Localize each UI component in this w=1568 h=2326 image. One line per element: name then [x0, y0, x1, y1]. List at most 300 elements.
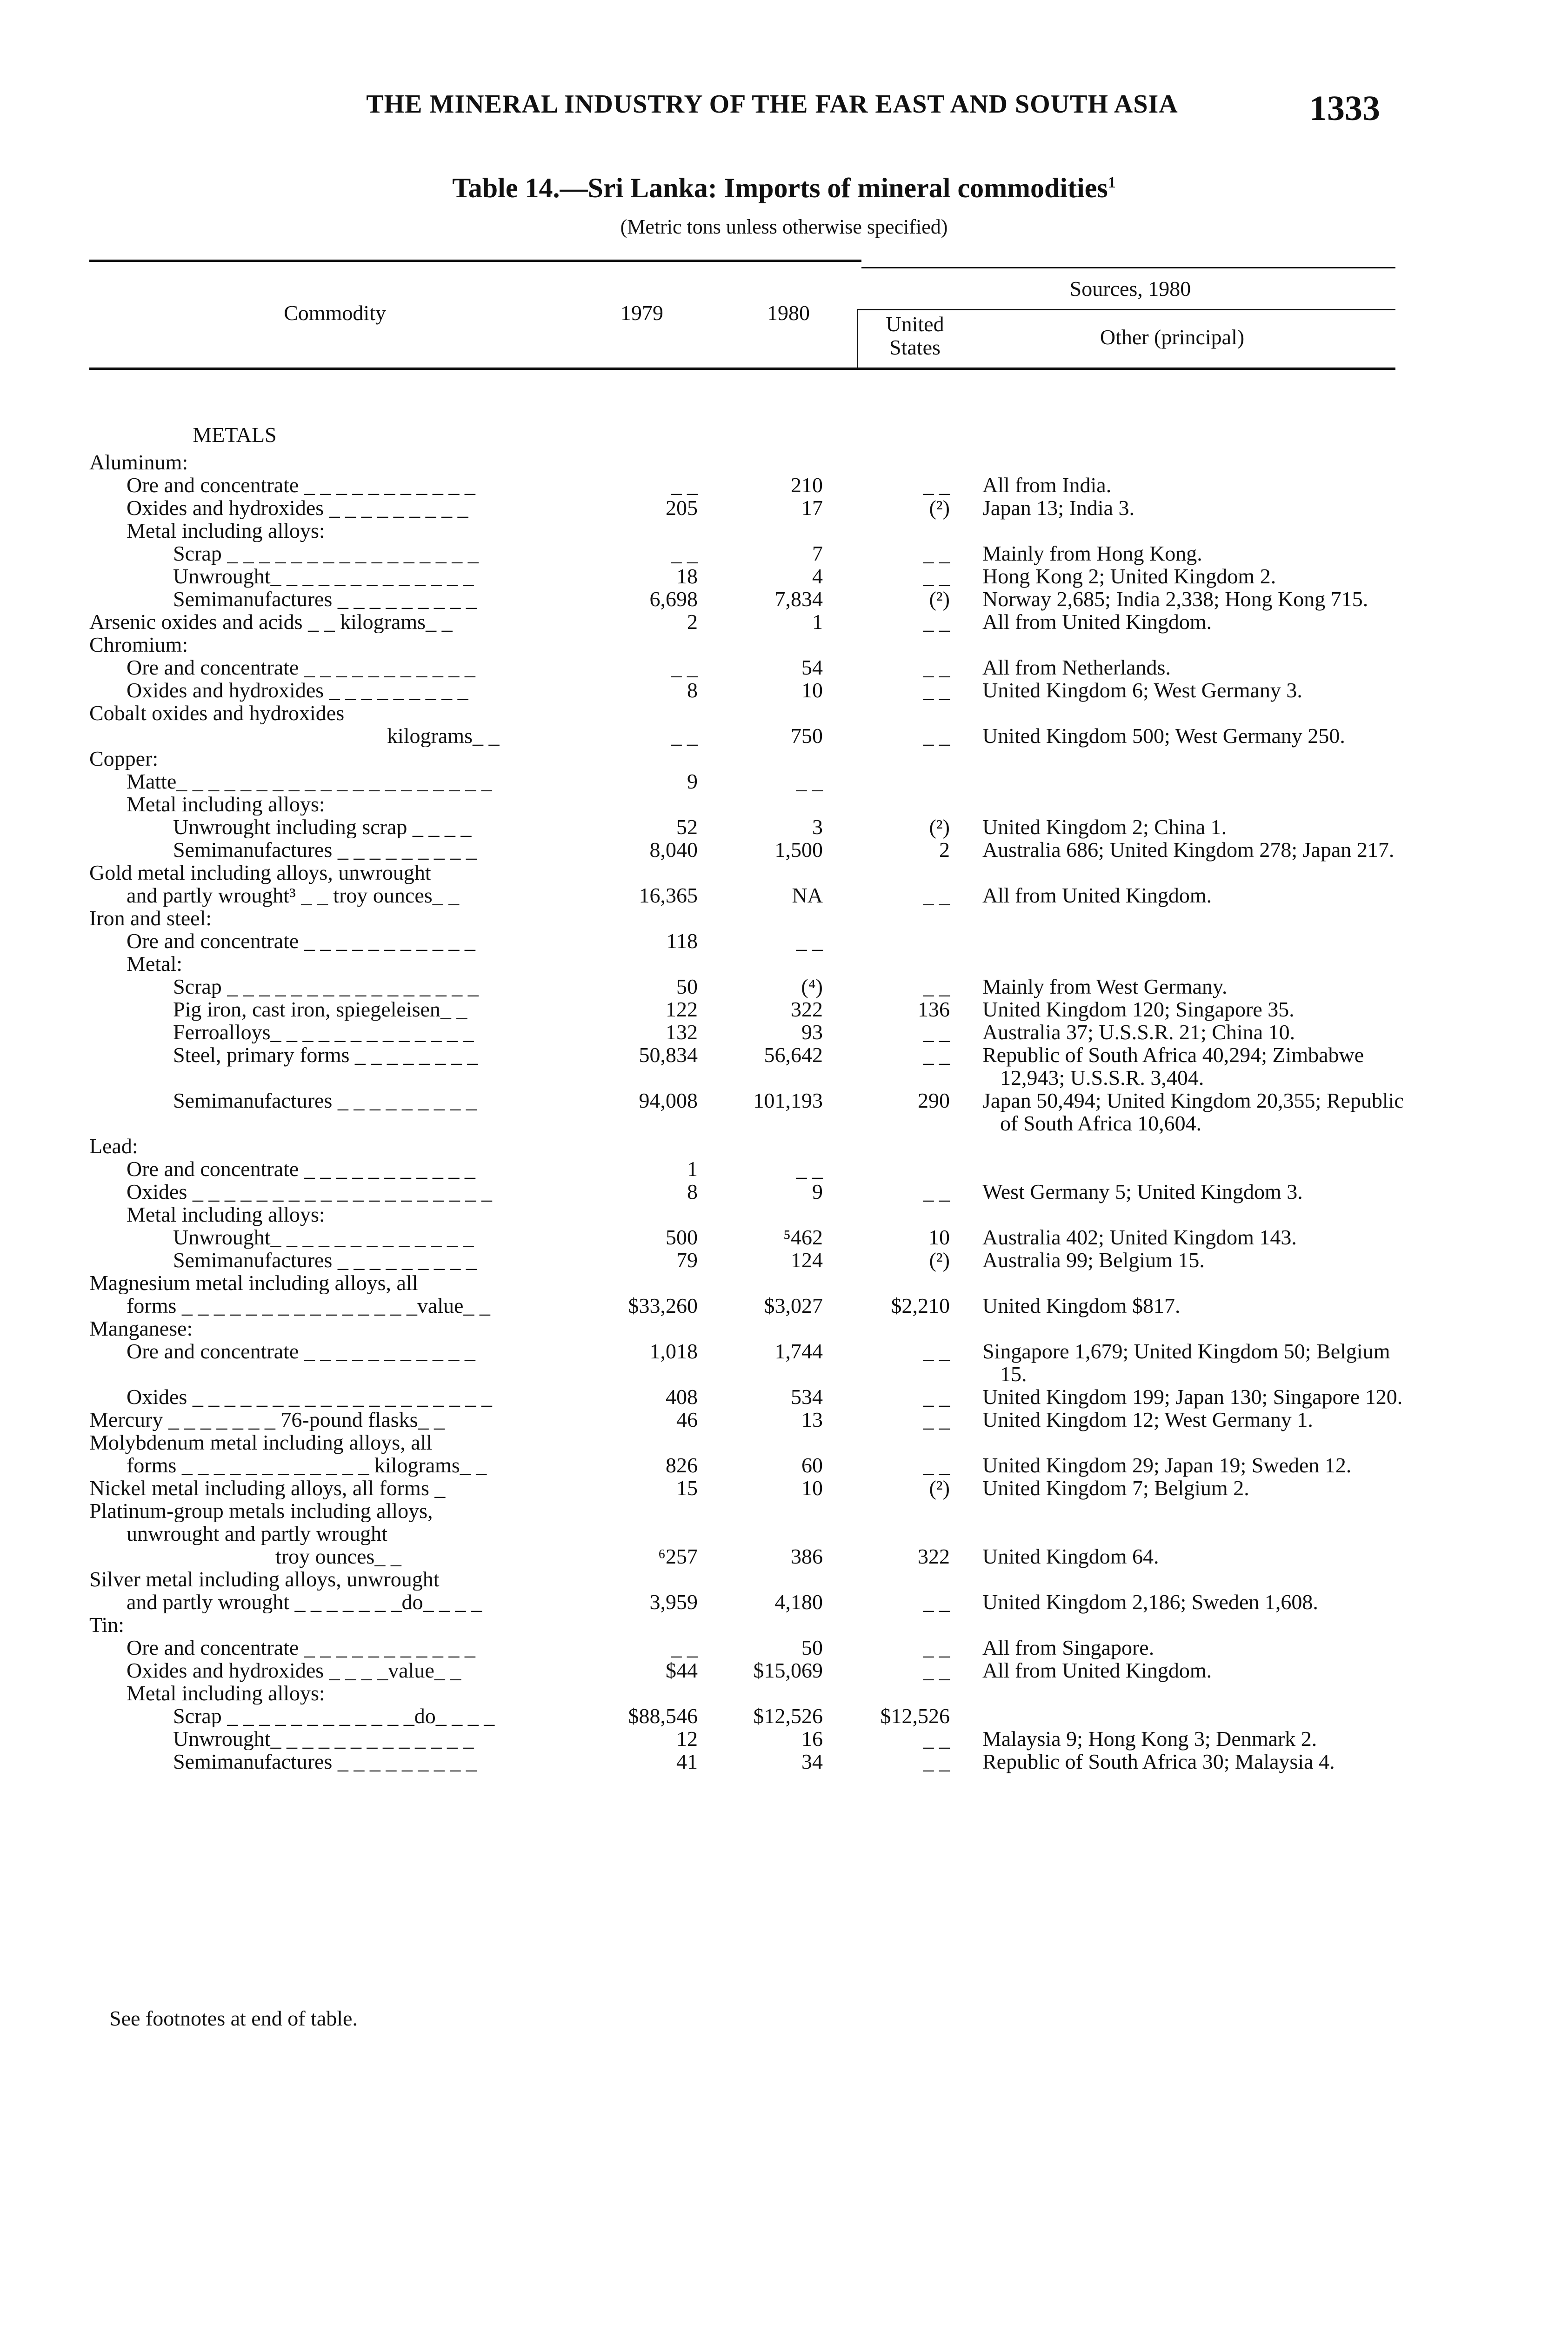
value-1980-cell: _ _ — [796, 1157, 823, 1181]
other-sources-text: Republic of South Africa 30; Malaysia 4. — [982, 1750, 1335, 1773]
commodity-cell: Ore and concentrate _ _ _ _ _ _ _ _ _ _ _ — [127, 1157, 475, 1180]
value-1979-cell: 826 — [666, 1453, 698, 1477]
commodity-cell: Semimanufactures _ _ _ _ _ _ _ _ _ — [173, 1089, 477, 1112]
other-sources-text: Mainly from Hong Kong. — [982, 541, 1202, 565]
table-title-text: Table 14.—Sri Lanka: Imports of mineral commodities — [452, 173, 1108, 203]
table-row — [89, 679, 1406, 702]
table-row — [89, 519, 1406, 542]
imports-table — [89, 391, 1406, 1773]
section-row — [89, 391, 1406, 451]
commodity-cell: Aluminum: — [89, 451, 188, 474]
commodity-cell: Oxides and hydroxides _ _ _ _ _ _ _ _ _ — [127, 496, 468, 519]
other-sources-text: Australia 99; Belgium 15. — [982, 1248, 1205, 1272]
value-1979-cell: $33,260 — [628, 1294, 698, 1317]
value-1979-cell: 122 — [666, 997, 698, 1021]
value-1979-cell: $44 — [666, 1658, 698, 1682]
other-sources-cell — [982, 1043, 1406, 1089]
value-1979-cell: _ _ — [671, 655, 698, 679]
united-states-cell: _ _ — [923, 564, 950, 588]
value-1980-cell — [703, 1499, 850, 1522]
table-row — [89, 1682, 1406, 1704]
table-row — [89, 724, 1406, 747]
value-1979-cell: $88,546 — [628, 1704, 698, 1728]
other-sources-cell — [982, 1089, 1406, 1135]
united-states-cell: $12,526 — [880, 1704, 950, 1728]
table-row — [89, 929, 1406, 952]
united-states-cell: 322 — [918, 1544, 950, 1568]
table-row — [89, 1180, 1406, 1203]
top-rule-right — [861, 267, 1395, 268]
other-sources-text: United Kingdom 12; West Germany 1. — [982, 1408, 1313, 1431]
commodity-cell: Semimanufactures _ _ _ _ _ _ _ _ _ — [173, 1750, 477, 1773]
table-row — [89, 1522, 1406, 1545]
header-commodity: Commodity — [284, 301, 386, 325]
other-sources-cell — [982, 1568, 1406, 1591]
commodity-cell: Silver metal including alloys, unwrought — [89, 1568, 440, 1591]
other-sources-cell — [982, 1271, 1406, 1294]
table-row — [89, 1294, 1406, 1317]
table-row — [89, 1226, 1406, 1249]
united-states-cell: 2 — [939, 838, 950, 862]
table-row — [89, 496, 1406, 519]
table-row — [89, 1317, 1406, 1340]
sources-rule — [857, 309, 1395, 310]
table-row — [89, 1613, 1406, 1636]
table-row — [89, 1157, 1406, 1180]
value-1979-cell — [557, 1135, 703, 1157]
united-states-cell: (²) — [929, 1476, 950, 1500]
united-states-cell — [850, 1431, 982, 1454]
other-sources-cell — [982, 1704, 1406, 1727]
value-1979-cell: 1,018 — [649, 1339, 698, 1363]
value-1980-cell: _ _ — [796, 769, 823, 793]
value-1980-cell: $12,526 — [753, 1704, 823, 1728]
united-states-cell: _ _ — [923, 678, 950, 702]
united-states-cell — [850, 1203, 982, 1226]
value-1979-cell: 50 — [676, 975, 698, 998]
united-states-cell — [850, 929, 982, 952]
united-states-cell — [850, 952, 982, 975]
value-1979-cell: 205 — [666, 496, 698, 520]
value-1980-cell — [703, 1203, 850, 1226]
commodity-cell: Magnesium metal including alloys, all — [89, 1271, 418, 1294]
table-row — [89, 793, 1406, 815]
value-1979-cell — [557, 519, 703, 542]
commodity-cell: Unwrought_ _ _ _ _ _ _ _ _ _ _ _ _ — [173, 565, 474, 588]
value-1979-cell — [557, 747, 703, 770]
other-sources-cell — [982, 588, 1406, 610]
other-sources-cell — [982, 1408, 1406, 1431]
value-1979-cell: ⁶257 — [658, 1544, 698, 1568]
commodity-cell: Metal including alloys: — [127, 793, 325, 815]
other-sources-text: Malaysia 9; Hong Kong 3; Denmark 2. — [982, 1727, 1317, 1751]
value-1980-cell: 34 — [801, 1750, 823, 1773]
united-states-cell: _ _ — [923, 1385, 950, 1409]
table-row — [89, 702, 1406, 724]
table-row — [89, 975, 1406, 998]
footnote-see-end: See footnotes at end of table. — [109, 2006, 358, 2030]
commodity-cell: Cobalt oxides and hydroxides — [89, 702, 345, 724]
other-sources-text: All from United Kingdom. — [982, 610, 1212, 634]
table-row — [89, 884, 1406, 907]
commodity-cell: Platinum-group metals including alloys, — [89, 1499, 433, 1522]
other-sources-text: All from Singapore. — [982, 1636, 1154, 1659]
other-sources-cell — [982, 1591, 1406, 1613]
other-sources-cell — [982, 1226, 1406, 1249]
table-row — [89, 1021, 1406, 1043]
value-1980-cell: 534 — [791, 1385, 823, 1409]
value-1979-cell: 52 — [676, 815, 698, 839]
other-sources-text: United Kingdom 500; West Germany 250. — [982, 724, 1345, 748]
other-sources-cell — [982, 1727, 1406, 1750]
value-1979-cell — [557, 1431, 703, 1454]
other-sources-text: Australia 686; United Kingdom 278; Japan 217. — [982, 838, 1395, 862]
table-row — [89, 1089, 1406, 1135]
other-sources-cell — [982, 565, 1406, 588]
united-states-cell — [850, 770, 982, 793]
value-1979-cell — [557, 1203, 703, 1226]
commodity-cell: Steel, primary forms _ _ _ _ _ _ _ _ — [173, 1043, 478, 1067]
other-sources-text: West Germany 5; United Kingdom 3. — [982, 1180, 1303, 1203]
table-row — [89, 1043, 1406, 1089]
other-sources-cell — [982, 770, 1406, 793]
united-states-cell: 136 — [918, 997, 950, 1021]
value-1980-cell: ⁵462 — [783, 1225, 823, 1249]
value-1980-cell: 93 — [801, 1020, 823, 1044]
value-1979-cell — [557, 1271, 703, 1294]
value-1979-cell — [557, 861, 703, 884]
commodity-cell: Metal: — [127, 952, 183, 975]
united-states-cell — [850, 633, 982, 656]
other-sources-cell — [982, 679, 1406, 702]
table-row — [89, 542, 1406, 565]
value-1980-cell: 101,193 — [753, 1089, 823, 1112]
table-row — [89, 588, 1406, 610]
value-1979-cell — [557, 1317, 703, 1340]
commodity-cell: Scrap _ _ _ _ _ _ _ _ _ _ _ _ _ _ _ _ — [173, 542, 479, 565]
commodity-cell: Metal including alloys: — [127, 1203, 325, 1226]
other-sources-cell — [982, 1135, 1406, 1157]
commodity-cell: Ore and concentrate _ _ _ _ _ _ _ _ _ _ _ — [127, 1340, 475, 1363]
value-1979-cell: 2 — [687, 610, 698, 634]
other-sources-text: All from India. — [982, 473, 1112, 497]
other-sources-cell — [982, 542, 1406, 565]
commodity-cell: Manganese: — [89, 1317, 193, 1340]
value-1980-cell: (⁴) — [801, 975, 823, 998]
table-row — [89, 656, 1406, 679]
table-row — [89, 952, 1406, 975]
value-1979-cell: 16,365 — [639, 883, 698, 907]
value-1979-cell: 118 — [666, 929, 698, 953]
table-row — [89, 1659, 1406, 1682]
other-sources-cell — [982, 474, 1406, 496]
table-row — [89, 1408, 1406, 1431]
value-1979-cell — [557, 633, 703, 656]
page-number: 1333 — [1309, 89, 1380, 128]
value-1979-cell: _ _ — [671, 724, 698, 748]
value-1980-cell: 56,642 — [764, 1043, 823, 1067]
other-sources-text: United Kingdom $817. — [982, 1294, 1181, 1317]
value-1980-cell: 386 — [791, 1544, 823, 1568]
value-1980-cell: 16 — [801, 1727, 823, 1751]
table-row — [89, 1271, 1406, 1294]
united-states-cell — [850, 1157, 982, 1180]
commodity-cell: Nickel metal including alloys, all forms _ — [89, 1477, 446, 1499]
value-1980-cell: NA — [792, 883, 823, 907]
value-1980-cell: 4 — [812, 564, 823, 588]
united-states-cell: _ _ — [923, 1453, 950, 1477]
value-1979-cell: 41 — [676, 1750, 698, 1773]
commodity-cell: Ferroalloys_ _ _ _ _ _ _ _ _ _ _ _ _ — [173, 1021, 474, 1043]
other-sources-cell — [982, 1431, 1406, 1454]
united-states-cell — [850, 1613, 982, 1636]
other-sources-cell — [982, 656, 1406, 679]
value-1979-cell: 94,008 — [639, 1089, 698, 1112]
commodity-cell: Unwrought_ _ _ _ _ _ _ _ _ _ _ _ _ — [173, 1226, 474, 1249]
other-sources-cell — [982, 861, 1406, 884]
united-states-cell — [850, 1522, 982, 1545]
value-1979-cell: 9 — [687, 769, 698, 793]
other-sources-cell — [982, 1499, 1406, 1522]
value-1980-cell — [703, 1522, 850, 1545]
other-sources-cell — [982, 1659, 1406, 1682]
commodity-cell: Tin: — [89, 1613, 125, 1636]
value-1980-cell: 17 — [801, 496, 823, 520]
united-states-cell: _ _ — [923, 1339, 950, 1363]
other-sources-cell — [982, 1157, 1406, 1180]
value-1980-cell: $15,069 — [753, 1658, 823, 1682]
value-1980-cell — [703, 1135, 850, 1157]
value-1979-cell: 15 — [676, 1476, 698, 1500]
table-row — [89, 1454, 1406, 1477]
commodity-cell: and partly wrought³ _ _ troy ounces_ _ — [127, 884, 460, 907]
table-row — [89, 815, 1406, 838]
other-sources-cell — [982, 1750, 1406, 1773]
commodity-cell: Semimanufactures _ _ _ _ _ _ _ _ _ — [173, 1249, 477, 1271]
commodity-cell: Unwrought including scrap _ _ _ _ — [173, 815, 472, 838]
other-sources-cell — [982, 1249, 1406, 1271]
header-1980: 1980 — [767, 301, 810, 325]
commodity-cell: unwrought and partly wrought — [127, 1522, 387, 1545]
united-states-cell — [850, 1317, 982, 1340]
united-states-cell: _ _ — [923, 1636, 950, 1659]
table-row — [89, 907, 1406, 929]
commodity-cell: forms _ _ _ _ _ _ _ _ _ _ _ _ _ _ _value_ _ — [127, 1294, 490, 1317]
table-row — [89, 1545, 1406, 1568]
other-sources-cell — [982, 1203, 1406, 1226]
other-sources-cell — [982, 1021, 1406, 1043]
value-1980-cell — [703, 1613, 850, 1636]
table-row — [89, 747, 1406, 770]
table-row — [89, 770, 1406, 793]
value-1980-cell: 1 — [812, 610, 823, 634]
commodity-cell: Iron and steel: — [89, 907, 212, 929]
value-1980-cell: 9 — [812, 1180, 823, 1203]
other-sources-cell — [982, 1545, 1406, 1568]
value-1980-cell — [703, 1431, 850, 1454]
value-1979-cell: 500 — [666, 1225, 698, 1249]
commodity-cell: Lead: — [89, 1135, 138, 1157]
united-states-cell: (²) — [929, 587, 950, 611]
other-sources-cell — [982, 1636, 1406, 1659]
united-states-cell: 290 — [918, 1089, 950, 1112]
other-sources-text: United Kingdom 120; Singapore 35. — [982, 997, 1294, 1021]
commodity-cell: Ore and concentrate _ _ _ _ _ _ _ _ _ _ _ — [127, 1636, 475, 1659]
united-states-cell: _ _ — [923, 655, 950, 679]
table-row — [89, 474, 1406, 496]
united-states-cell: (²) — [929, 496, 950, 520]
other-sources-cell — [982, 1522, 1406, 1545]
other-sources-cell — [982, 724, 1406, 747]
commodity-cell: Metal including alloys: — [127, 519, 325, 542]
value-1980-cell — [703, 519, 850, 542]
commodity-cell: Gold metal including alloys, unwrought — [89, 861, 431, 884]
value-1980-cell — [703, 793, 850, 815]
value-1980-cell: 13 — [801, 1408, 823, 1431]
running-header: THE MINERAL INDUSTRY OF THE FAR EAST AND SOUTH ASIA — [366, 90, 1178, 119]
value-1979-cell: 46 — [676, 1408, 698, 1431]
value-1979-cell: 408 — [666, 1385, 698, 1409]
table-row — [89, 1750, 1406, 1773]
table-row — [89, 633, 1406, 656]
united-states-cell: (²) — [929, 1248, 950, 1272]
other-sources-cell — [982, 1340, 1406, 1385]
table-row — [89, 1591, 1406, 1613]
value-1979-cell — [557, 702, 703, 724]
other-sources-cell — [982, 451, 1406, 474]
value-1979-cell: 79 — [676, 1248, 698, 1272]
commodity-cell: and partly wrought _ _ _ _ _ _ _do_ _ _ _ — [127, 1591, 482, 1613]
value-1979-cell — [557, 952, 703, 975]
united-states-cell: _ _ — [923, 1658, 950, 1682]
table-row — [89, 1499, 1406, 1522]
table-row — [89, 610, 1406, 633]
header-1979: 1979 — [621, 301, 663, 325]
united-states-cell: _ _ — [923, 1020, 950, 1044]
table-row — [89, 1568, 1406, 1591]
commodity-cell: kilograms_ _ — [387, 724, 500, 747]
value-1980-cell — [703, 952, 850, 975]
united-states-cell: _ _ — [923, 883, 950, 907]
table-row — [89, 1704, 1406, 1727]
united-states-cell: 10 — [928, 1225, 950, 1249]
value-1980-cell — [703, 451, 850, 474]
table-row — [89, 838, 1406, 861]
united-states-cell: _ _ — [923, 1750, 950, 1773]
commodity-cell: Oxides and hydroxides _ _ _ _value_ _ — [127, 1659, 461, 1682]
commodity-cell: Ore and concentrate _ _ _ _ _ _ _ _ _ _ _ — [127, 929, 475, 952]
united-states-cell: _ _ — [923, 473, 950, 497]
value-1980-cell: 60 — [801, 1453, 823, 1477]
table-row — [89, 1249, 1406, 1271]
value-1980-cell — [703, 861, 850, 884]
value-1979-cell: 8 — [687, 678, 698, 702]
value-1979-cell — [557, 793, 703, 815]
value-1979-cell: 18 — [676, 564, 698, 588]
commodity-cell: Molybdenum metal including alloys, all — [89, 1431, 433, 1454]
value-1979-cell: 12 — [676, 1727, 698, 1751]
value-1980-cell — [703, 1682, 850, 1704]
table-row — [89, 861, 1406, 884]
value-1980-cell: 50 — [801, 1636, 823, 1659]
united-states-cell: $2,210 — [891, 1294, 950, 1317]
other-sources-cell — [982, 633, 1406, 656]
united-states-cell — [850, 451, 982, 474]
value-1979-cell: 132 — [666, 1020, 698, 1044]
commodity-cell: Scrap _ _ _ _ _ _ _ _ _ _ _ _do_ _ _ _ — [173, 1704, 495, 1727]
commodity-cell: Unwrought_ _ _ _ _ _ _ _ _ _ _ _ _ — [173, 1727, 474, 1750]
united-states-cell — [850, 1568, 982, 1591]
other-sources-cell — [982, 1180, 1406, 1203]
other-sources-cell — [982, 1294, 1406, 1317]
value-1980-cell: 7,834 — [774, 587, 823, 611]
value-1979-cell: 8 — [687, 1180, 698, 1203]
united-states-cell: _ _ — [923, 1727, 950, 1751]
table-title-footnote-mark: 1 — [1108, 174, 1116, 191]
value-1980-cell: 1,500 — [774, 838, 823, 862]
value-1979-cell — [557, 1613, 703, 1636]
other-sources-cell — [982, 1682, 1406, 1704]
other-sources-cell — [982, 838, 1406, 861]
commodity-cell: Semimanufactures _ _ _ _ _ _ _ _ _ — [173, 838, 477, 861]
other-sources-text: United Kingdom 2,186; Sweden 1,608. — [982, 1590, 1318, 1614]
table-row — [89, 1385, 1406, 1408]
value-1979-cell — [557, 1568, 703, 1591]
value-1979-cell: 1 — [687, 1157, 698, 1181]
value-1980-cell: 4,180 — [774, 1590, 823, 1614]
header-states: States — [889, 335, 941, 359]
table-title — [0, 172, 1568, 204]
united-states-cell: _ _ — [923, 610, 950, 634]
united-states-cell — [850, 747, 982, 770]
other-sources-text: Norway 2,685; India 2,338; Hong Kong 715. — [982, 587, 1368, 611]
value-1979-cell: 50,834 — [639, 1043, 698, 1067]
other-sources-cell — [982, 747, 1406, 770]
value-1980-cell — [703, 702, 850, 724]
other-sources-cell — [982, 1317, 1406, 1340]
united-states-cell — [850, 702, 982, 724]
value-1980-cell: 10 — [801, 1476, 823, 1500]
united-states-cell — [850, 519, 982, 542]
other-sources-text: United Kingdom 7; Belgium 2. — [982, 1476, 1249, 1500]
commodity-cell: forms _ _ _ _ _ _ _ _ _ _ _ _ kilograms_ _ — [127, 1454, 487, 1477]
other-sources-text: United Kingdom 199; Japan 130; Singapore 120. — [982, 1385, 1403, 1409]
other-sources-cell — [982, 1613, 1406, 1636]
value-1980-cell: $3,027 — [764, 1294, 823, 1317]
other-sources-cell — [982, 884, 1406, 907]
table-row — [89, 1431, 1406, 1454]
value-1979-cell: 3,959 — [649, 1590, 698, 1614]
other-sources-text: All from Netherlands. — [982, 655, 1171, 679]
table-subtitle: (Metric tons unless otherwise specified) — [620, 215, 948, 238]
top-rule-main — [89, 260, 861, 262]
other-sources-text: Republic of South Africa 40,294; Zimbabwe 12,943; U.S.S.R. 3,404. — [982, 1043, 1364, 1089]
commodity-cell: Chromium: — [89, 633, 188, 656]
united-states-cell: _ _ — [923, 1590, 950, 1614]
table-row — [89, 1135, 1406, 1157]
table-row — [89, 1477, 1406, 1499]
value-1979-cell: 8,040 — [649, 838, 698, 862]
other-sources-text: Hong Kong 2; United Kingdom 2. — [982, 564, 1276, 588]
table-row — [89, 565, 1406, 588]
other-sources-text: Australia 37; U.S.S.R. 21; China 10. — [982, 1020, 1295, 1044]
other-sources-cell — [982, 907, 1406, 929]
commodity-cell: troy ounces_ _ — [275, 1545, 401, 1568]
table-row — [89, 1636, 1406, 1659]
header-united-states — [861, 313, 968, 359]
commodity-cell: Arsenic oxides and acids _ _ kilograms_ _ — [89, 610, 453, 633]
commodity-cell: Oxides _ _ _ _ _ _ _ _ _ _ _ _ _ _ _ _ _ _ _ — [127, 1385, 492, 1408]
